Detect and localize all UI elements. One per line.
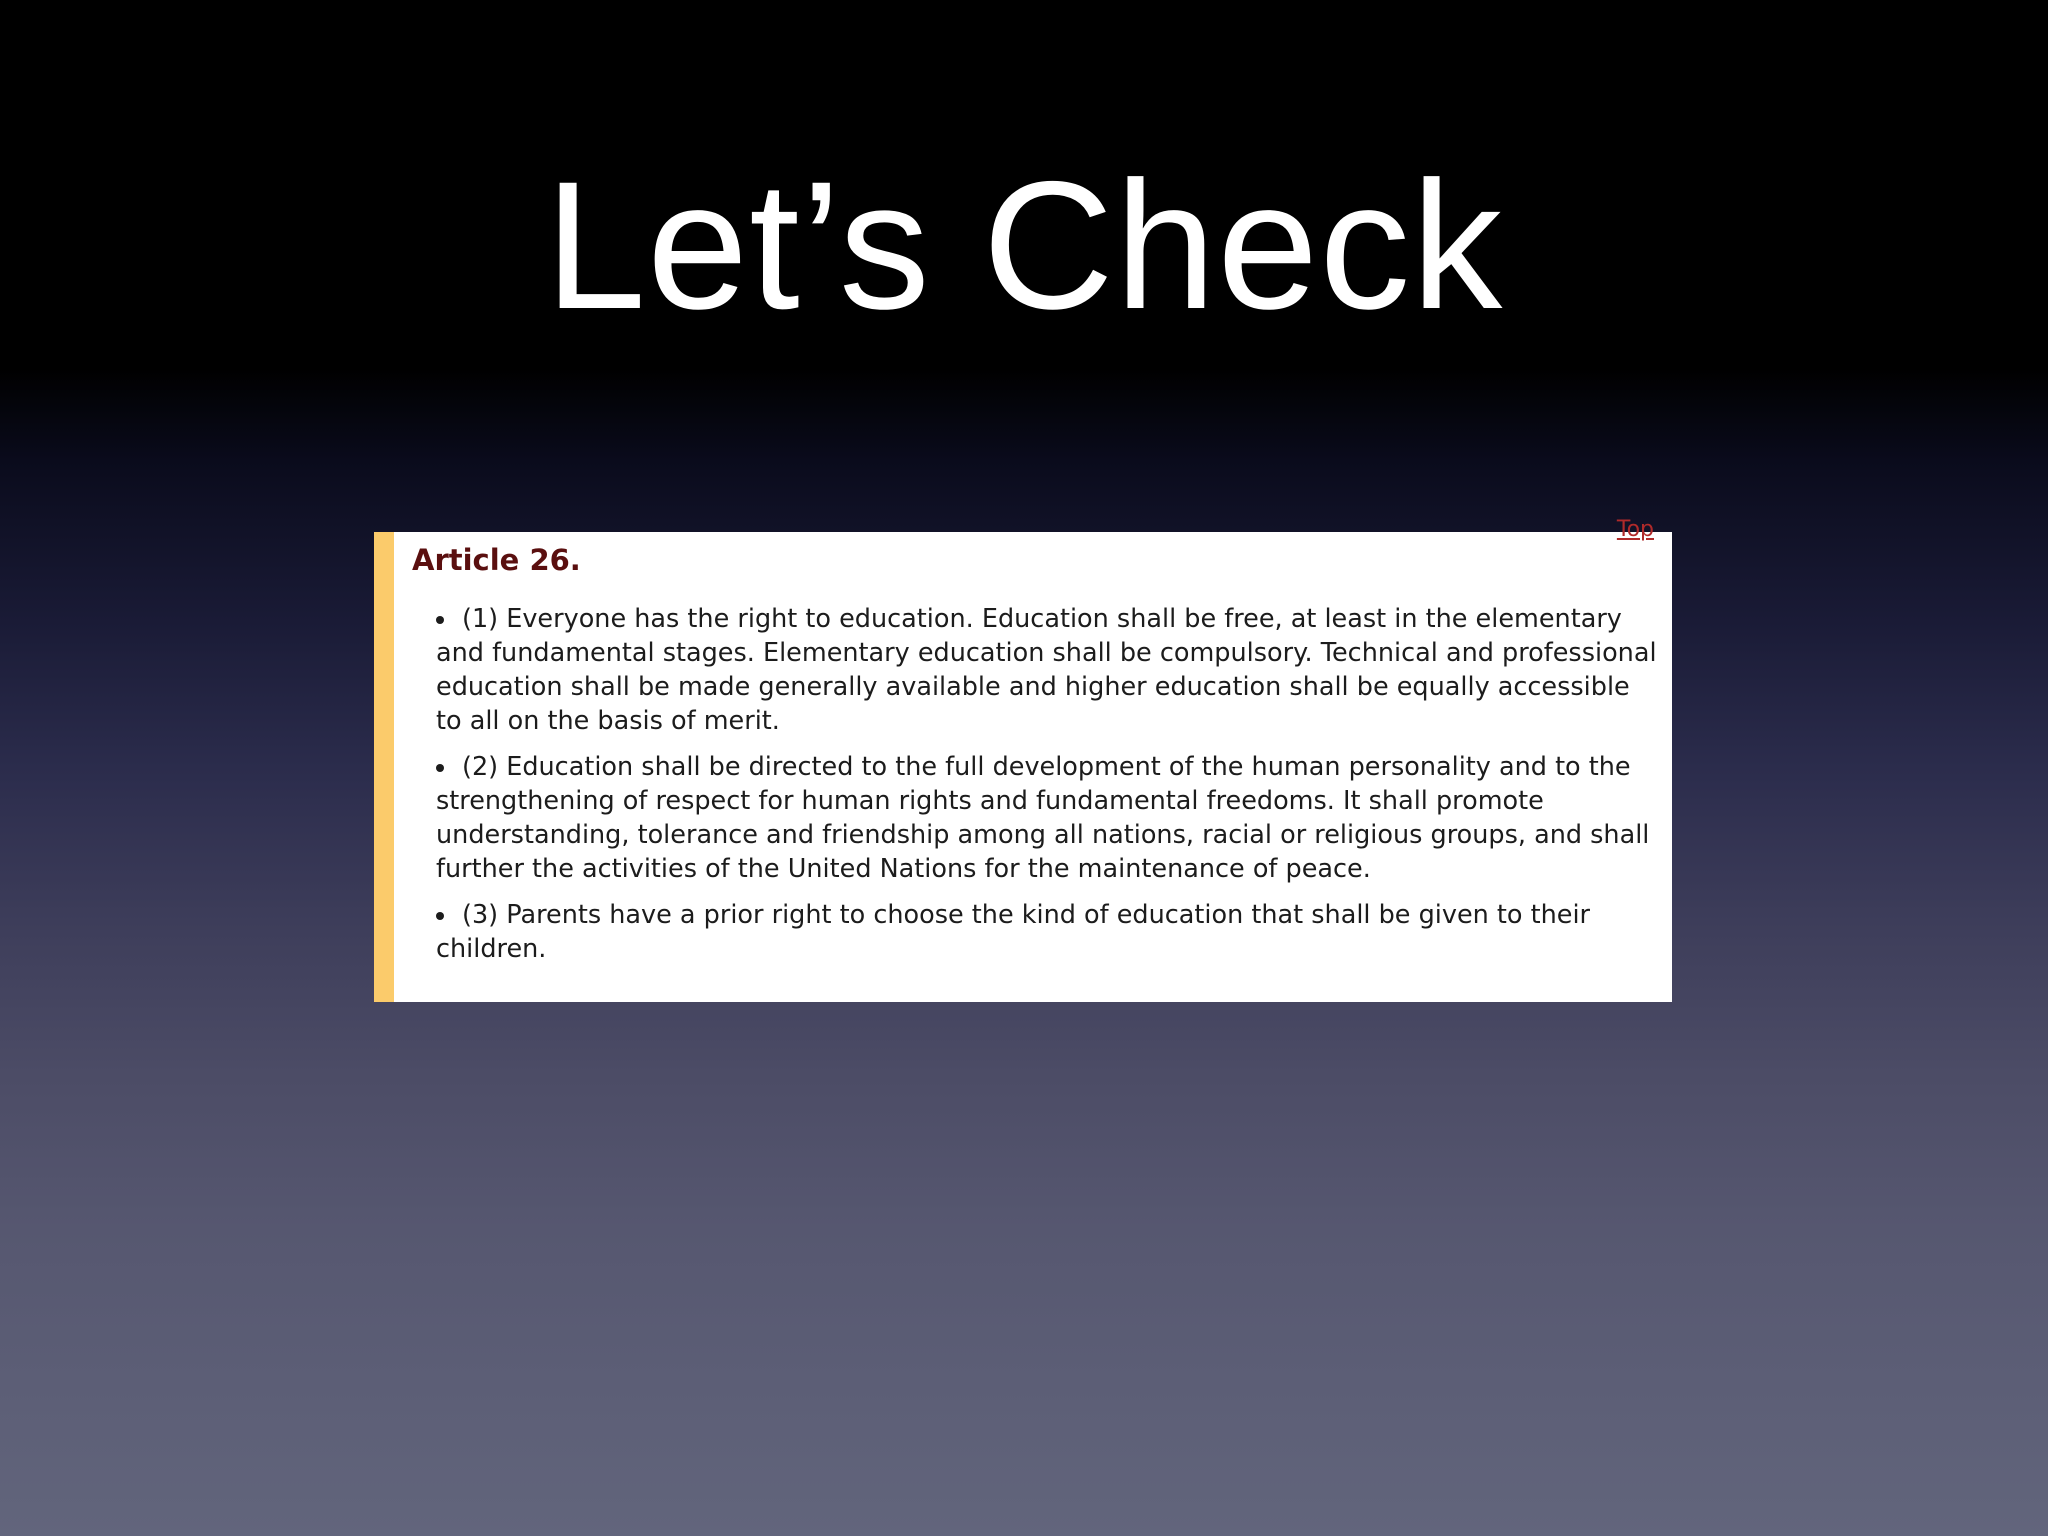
bullet-icon xyxy=(436,616,444,624)
list-item-text: (1) Everyone has the right to education. Education shall be free, at least in the elementary and fundamental stages. Elementary education shall be compulsory. Technical and professional education shall be made generally available and higher education shall be equally accessible to all on the basis of merit. xyxy=(436,604,1657,736)
top-link[interactable]: Top xyxy=(1616,517,1654,542)
list-item-text: (3) Parents have a prior right to choose the kind of education that shall be given to their children. xyxy=(436,900,1591,964)
article-excerpt xyxy=(374,517,1672,1002)
list-item xyxy=(436,750,1658,886)
slide-title: Let’s Check xyxy=(544,143,1504,347)
list-item xyxy=(436,898,1658,966)
bullet-icon xyxy=(436,912,444,920)
article-list xyxy=(436,602,1658,978)
article-heading: Article 26. xyxy=(412,543,581,577)
bullet-icon xyxy=(436,764,444,772)
list-item-text: (2) Education shall be directed to the full development of the human personality and to the strengthening of respect for human rights and fundamental freedoms. It shall promote understanding, tolerance and friendship among all nations, racial or religious groups, and shall further the activities of the United Nations for the maintenance of peace. xyxy=(436,752,1650,884)
list-item xyxy=(436,602,1658,738)
accent-bar xyxy=(374,532,394,1002)
